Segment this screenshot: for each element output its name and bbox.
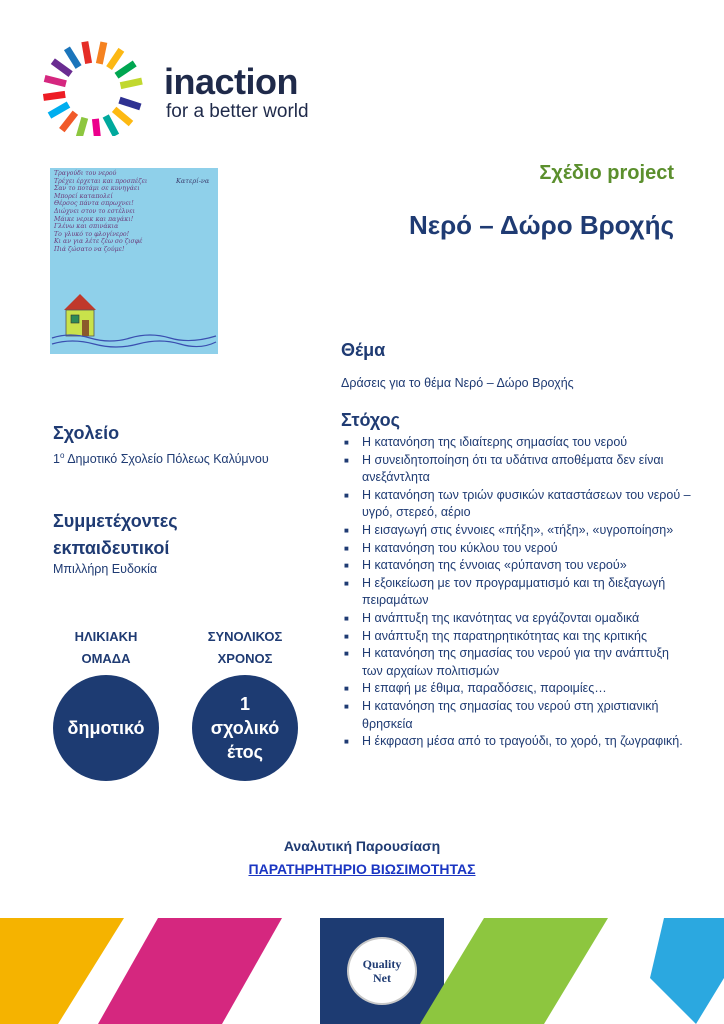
age-group-value: δημοτικό: [67, 718, 145, 738]
school-heading: Σχολείο: [53, 423, 120, 443]
goals-list: [344, 434, 692, 751]
drawing-line: Πιά ζώσατο να ζούμε!: [54, 245, 125, 253]
goals-heading: Στόχος: [341, 410, 400, 430]
goal-item: ■ Η επαφή με έθιμα, παραδόσεις, παροιμίες…: [344, 680, 692, 698]
goal-item: ■ Η έκφραση μέσα από το τραγούδι, το χορό, τη ζωγραφική.: [344, 733, 692, 751]
goal-item: ■ Η συνειδητοποίηση ότι τα υδάτινα αποθέματα δεν είναι ανεξάντλητα: [344, 452, 692, 487]
age-group-badge: [53, 675, 159, 781]
drawing-line: Τραγούδι του νερού: [54, 170, 117, 177]
observatory-link[interactable]: ΠΑΡΑΤΗΡΗΤΗΡΙΟ ΒΙΩΣΙΜΟΤΗΤΑΣ: [248, 861, 476, 877]
goal-item: ■ Η ανάπτυξη της ικανότητας να εργάζονται ομαδικά: [344, 610, 692, 628]
brand-tagline: for a better world: [166, 101, 309, 122]
teachers-heading-line: Συμμετέχοντες: [53, 511, 178, 531]
age-group-label: [46, 626, 166, 670]
analysis-title: Αναλυτική Παρουσίαση: [283, 838, 441, 854]
duration-value-line: έτος: [226, 742, 263, 762]
teachers-heading-line: εκπαιδευτικοί: [53, 538, 170, 558]
school-number: 1: [53, 452, 60, 467]
drawing-line: Μπορεί καταπολεί: [54, 192, 113, 200]
drawing-line: Γλένω και σπινάκια: [54, 223, 119, 231]
brand-in: in: [164, 61, 195, 102]
goal-item: ■ Η κατανόηση των τριών φυσικών καταστάσεων του νερού – υγρό, στερεό, αέριο: [344, 487, 692, 522]
goal-item: ■ Η κατανόηση του κύκλου του νερού: [344, 540, 692, 558]
project-title: Νερό – Δώρο Βροχής: [408, 210, 674, 240]
student-drawing: [50, 168, 218, 354]
drawing-line: Τρέχει έρχεται και προσπέζει: [54, 177, 148, 185]
duration-label-line: ΧΡΟΝΟΣ: [217, 651, 273, 666]
brand-name: [164, 61, 299, 102]
project-label: Σχέδιο project: [539, 162, 674, 184]
goal-item: ■ Η κατανόηση της ιδιαίτερης σημασίας του νερού: [344, 434, 692, 452]
age-group-label-line: ΟΜΑΔΑ: [81, 651, 131, 666]
duration-value-line: 1: [239, 694, 250, 714]
analysis-link-container: [0, 861, 724, 879]
school-ordinal: ο: [59, 451, 65, 460]
goal-item: ■ Η εξοικείωση με τον προγραμματισμό και τη διεξαγωγή πειραμάτων: [344, 575, 692, 610]
school-name: [53, 451, 269, 466]
goal-item: ■ Η κατανόηση της σημασίας του νερού στη χριστιανική θρησκεία: [344, 698, 692, 733]
school-title: Δημοτικό Σχολείο Πόλεως Καλύμνου: [64, 452, 269, 467]
in-action-logo: [38, 36, 338, 136]
goal-item: ■ Η κατανόηση της έννοιας «ρύπανση του νερού»: [344, 557, 692, 575]
house-and-water-icon: [50, 288, 218, 354]
topic-text: Δράσεις για το θέμα Νερό – Δώρο Βροχής: [341, 376, 574, 390]
brand-action: action: [195, 61, 299, 102]
duration-value-line: σχολικό: [210, 718, 280, 738]
duration-label: [185, 626, 305, 670]
drawing-line: Μάικε νερικ και παγάκι!: [54, 215, 134, 223]
teacher-name: Μπιλλήρη Ευδοκία: [53, 562, 158, 576]
goal-item: ■ Η ανάπτυξη της παρατηρητικότητας και της κριτικής: [344, 628, 692, 646]
drawing-author: Κατερί-να: [176, 177, 210, 185]
duration-label-line: ΣΥΝΟΛΙΚΟΣ: [207, 629, 283, 644]
quality-net-line: Quality: [362, 957, 402, 971]
age-group-label-line: ΗΛΙΚΙΑΚΗ: [74, 629, 138, 644]
quality-net-text: [349, 957, 415, 985]
drawing-line: Σαν το ποτάμι σε κυνηγάει: [54, 185, 140, 193]
topic-heading: Θέμα: [341, 340, 386, 360]
drawing-line: Το γλυκό το φλογίνερο!: [54, 230, 130, 238]
sunburst-logo-icon: [38, 36, 148, 136]
goal-item: ■ Η εισαγωγή στις έννοιες «πήξη», «τήξη», «υγροποίηση»: [344, 522, 692, 540]
drawing-line: Κι αν για λέτε ζέω σο ζισφέ: [54, 238, 143, 246]
quality-net-line: Net: [373, 971, 391, 985]
drawing-line: Θέρσος πάντα σπρωχνει!: [54, 200, 134, 208]
drawing-line: Διώχνει στον το εστέλνει: [54, 207, 136, 215]
teachers-heading: [53, 508, 178, 562]
goal-item: ■ Η κατανόηση της σημασίας του νερού για την ανάπτυξη των αρχαίων πολιτισμών: [344, 645, 692, 680]
quality-net-logo: [347, 937, 417, 1005]
duration-badge: [192, 675, 298, 781]
